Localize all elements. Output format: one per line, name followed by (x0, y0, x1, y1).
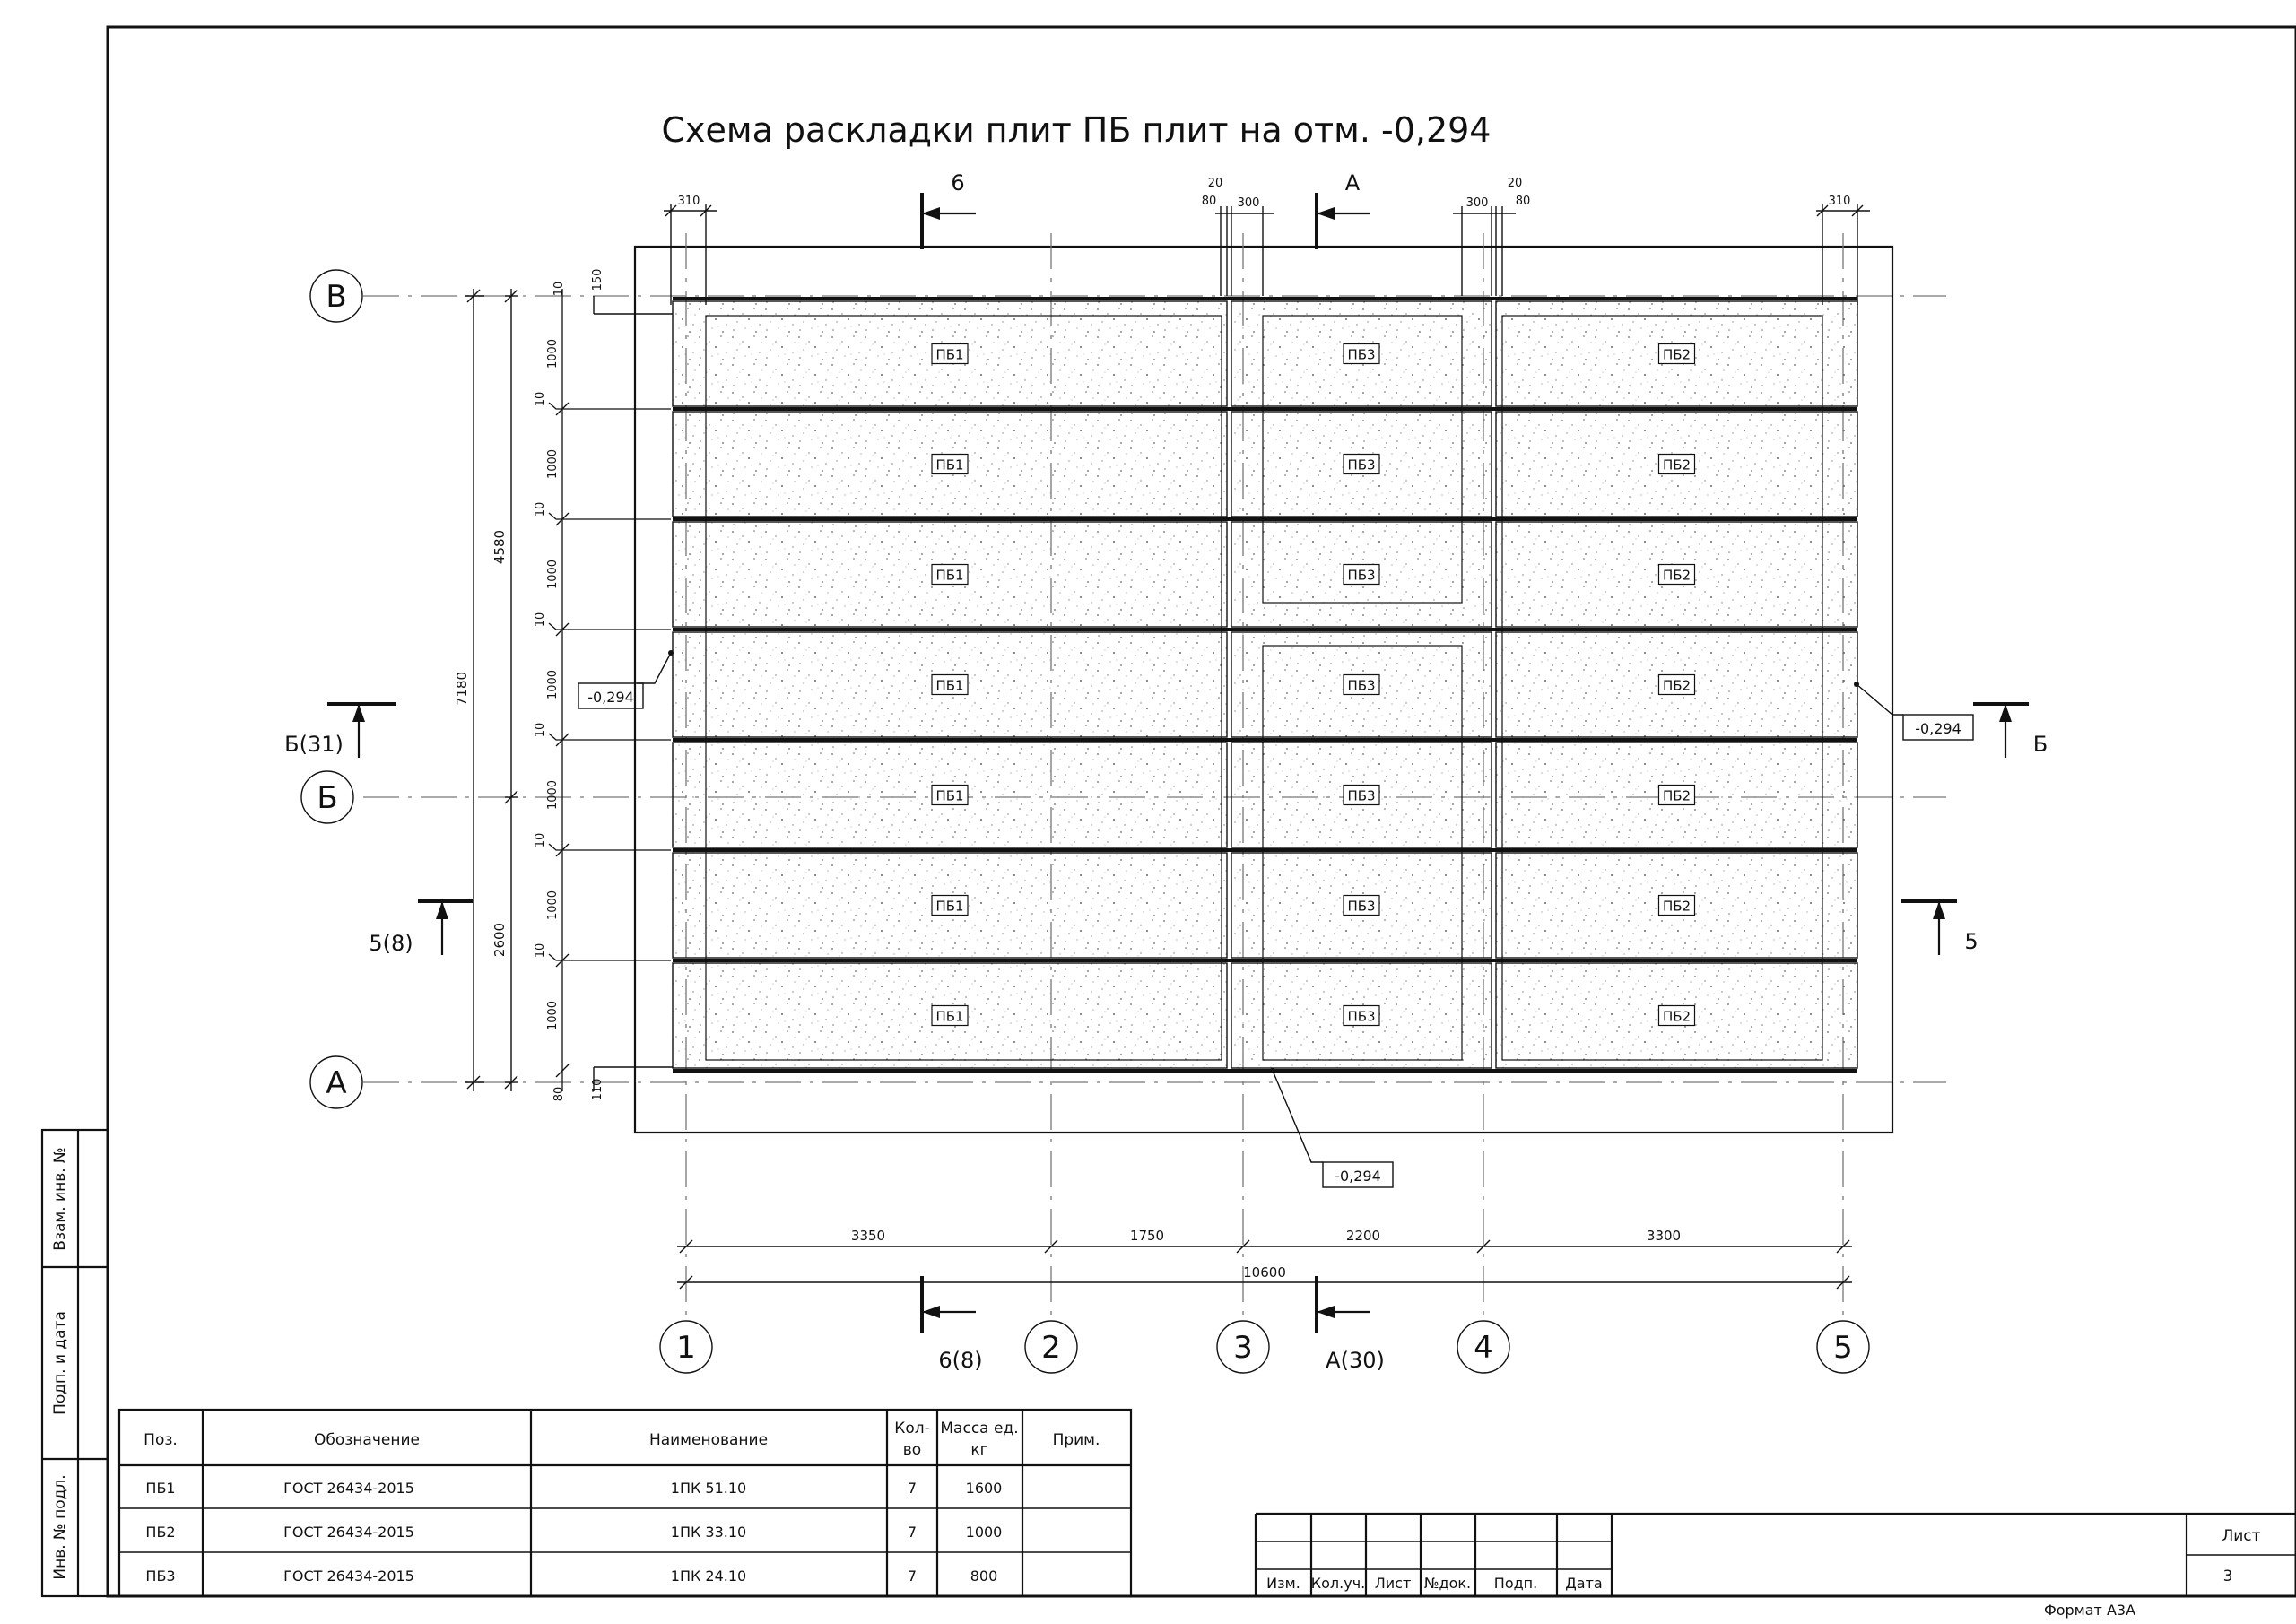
spec-cell: 800 (970, 1568, 998, 1585)
spec-cell: 1000 (965, 1524, 1003, 1541)
slab-label (932, 455, 968, 474)
slab-label (1344, 786, 1379, 805)
tb-sheet-label: Лист (2222, 1527, 2261, 1545)
svg-text:ПБ3: ПБ3 (1347, 1008, 1376, 1025)
spec-cell: ПБ3 (145, 1568, 176, 1585)
spec-cell: 7 (907, 1524, 918, 1541)
svg-text:80: 80 (1201, 195, 1217, 208)
spec-header-qty: Кол- (894, 1420, 930, 1437)
svg-text:10: 10 (534, 391, 547, 407)
slab-label (1659, 896, 1695, 916)
spec-cell: ГОСТ 26434-2015 (283, 1480, 414, 1497)
svg-text:1000: 1000 (546, 1000, 560, 1031)
slab-label (1344, 675, 1379, 695)
svg-text:-0,294: -0,294 (587, 689, 634, 706)
svg-text:Б: Б (317, 780, 338, 816)
section-5-left (369, 901, 473, 956)
svg-text:5(8): 5(8) (369, 931, 413, 956)
svg-text:2600: 2600 (491, 922, 508, 958)
spec-rows (145, 1480, 1002, 1585)
dim-span-3-4: 2200 (1345, 1228, 1381, 1244)
svg-text:ПБ1: ПБ1 (935, 567, 964, 584)
axis-bubble-v (310, 270, 362, 322)
spec-header-name: Наименование (648, 1431, 769, 1449)
svg-text:6: 6 (951, 170, 965, 195)
axis-bubble-1 (660, 1321, 712, 1373)
stamp-vzam-inv: Взам. инв. № (51, 1147, 69, 1251)
axis-bubble-5 (1817, 1321, 1869, 1373)
slab-label (932, 896, 968, 916)
slab-label (1659, 786, 1695, 805)
svg-text:ПБ3: ПБ3 (1347, 346, 1376, 363)
tb-data: Дата (1565, 1575, 1603, 1592)
spec-cell: 7 (907, 1568, 918, 1585)
svg-text:ПБ3: ПБ3 (1347, 787, 1376, 804)
svg-text:ПБ2: ПБ2 (1662, 346, 1692, 363)
tb-ndok: №док. (1423, 1575, 1472, 1592)
spec-header-note: Прим. (1052, 1431, 1100, 1449)
section-b-left (284, 704, 396, 758)
svg-text:ПБ1: ПБ1 (935, 898, 964, 915)
elevation-mark-right (1854, 682, 1973, 740)
bottom-dimensions (677, 1228, 1852, 1289)
svg-text:310: 310 (1828, 195, 1851, 208)
slab-label (932, 344, 968, 364)
spec-cell: 1ПК 33.10 (670, 1524, 747, 1541)
svg-text:ПБ2: ПБ2 (1662, 787, 1692, 804)
svg-text:ПБ3: ПБ3 (1347, 677, 1376, 694)
tb-list: Лист (1374, 1575, 1412, 1592)
svg-text:80: 80 (1515, 195, 1531, 208)
stamp-podp-data: Подп. и дата (51, 1311, 69, 1415)
spec-header-qty-2: во (902, 1441, 922, 1459)
svg-text:ПБ2: ПБ2 (1662, 456, 1692, 473)
svg-text:7180: 7180 (454, 671, 470, 707)
axis-bubble-b (301, 771, 353, 823)
slab-label (932, 675, 968, 695)
svg-text:150: 150 (591, 268, 604, 291)
svg-text:5: 5 (1964, 929, 1979, 954)
svg-text:110: 110 (591, 1078, 604, 1101)
side-stamp (42, 1130, 108, 1596)
tb-podp: Подп. (1493, 1575, 1538, 1592)
svg-text:А(30): А(30) (1326, 1348, 1385, 1373)
spec-header-mass: Масса ед. (940, 1420, 1019, 1437)
svg-text:ПБ2: ПБ2 (1662, 898, 1692, 915)
axis-bubble-3 (1217, 1321, 1269, 1373)
format-label: Формат А3А (2043, 1602, 2136, 1619)
spec-cell: 7 (907, 1480, 918, 1497)
svg-text:ПБ3: ПБ3 (1347, 456, 1376, 473)
svg-text:-0,294: -0,294 (1335, 1168, 1381, 1185)
slab-label (1659, 675, 1695, 695)
svg-text:80: 80 (552, 1086, 566, 1102)
section-5-right (1901, 901, 1979, 955)
elevation-mark-left (578, 650, 674, 708)
spec-cell: ГОСТ 26434-2015 (283, 1568, 414, 1585)
slab-label (1659, 1006, 1695, 1026)
svg-text:ПБ2: ПБ2 (1662, 567, 1692, 584)
svg-text:1000: 1000 (546, 669, 560, 700)
dim-span-4-5: 3300 (1646, 1228, 1682, 1244)
svg-text:ПБ1: ПБ1 (935, 1008, 964, 1025)
slab-label (1344, 896, 1379, 916)
svg-text:ПБ1: ПБ1 (935, 677, 964, 694)
svg-text:300: 300 (1465, 196, 1489, 210)
slab-label (1344, 1006, 1379, 1026)
left-dimensions (454, 289, 518, 1091)
svg-text:1000: 1000 (546, 559, 560, 590)
section-a-top (1317, 170, 1370, 249)
slab-label (1659, 344, 1695, 364)
svg-text:10: 10 (534, 612, 547, 628)
svg-text:ПБ1: ПБ1 (935, 456, 964, 473)
spec-header-mass-2: кг (970, 1441, 988, 1459)
elevation-mark-bottom (1270, 1068, 1393, 1187)
svg-text:10: 10 (534, 722, 547, 738)
specification-table (119, 1410, 1131, 1596)
edge-dimensions (552, 269, 673, 1102)
axis-bubble-4 (1457, 1321, 1509, 1373)
slab-label (1344, 565, 1379, 585)
spec-cell: ПБ2 (145, 1524, 176, 1541)
svg-text:ПБ2: ПБ2 (1662, 677, 1692, 694)
svg-text:1: 1 (676, 1330, 696, 1366)
spec-cell: ГОСТ 26434-2015 (283, 1524, 414, 1541)
svg-text:4580: 4580 (491, 529, 508, 565)
drawing-title: Схема раскладки плит ПБ плит на отм. -0,294 (661, 110, 1492, 150)
svg-text:300: 300 (1237, 196, 1260, 210)
svg-text:2: 2 (1041, 1330, 1061, 1366)
svg-text:20: 20 (1507, 177, 1523, 190)
tb-izm: Изм. (1266, 1575, 1300, 1592)
slab-label (932, 1006, 968, 1026)
svg-text:4: 4 (1474, 1330, 1493, 1366)
section-b-right (1973, 704, 2048, 758)
spec-cell: 1ПК 51.10 (670, 1480, 747, 1497)
axis-bubble-2 (1025, 1321, 1077, 1373)
svg-text:ПБ3: ПБ3 (1347, 567, 1376, 584)
svg-text:А: А (326, 1065, 347, 1101)
section-6-top (922, 170, 976, 249)
svg-text:1000: 1000 (546, 448, 560, 480)
slab-label (1659, 455, 1695, 474)
tb-sheet-number: 3 (2222, 1568, 2233, 1585)
svg-text:А: А (1344, 170, 1361, 195)
svg-text:-0,294: -0,294 (1915, 720, 1961, 737)
slab-label (1344, 455, 1379, 474)
svg-text:ПБ1: ПБ1 (935, 346, 964, 363)
axis-bubble-a (310, 1056, 362, 1108)
slab-label (932, 565, 968, 585)
dim-total: 10600 (1243, 1264, 1286, 1281)
svg-text:5: 5 (1833, 1330, 1853, 1366)
slab-label (1344, 344, 1379, 364)
tb-kol-uch: Кол.уч. (1310, 1575, 1366, 1592)
dim-span-1-2: 3350 (850, 1228, 886, 1244)
svg-text:3: 3 (1233, 1330, 1253, 1366)
svg-text:10: 10 (534, 942, 547, 959)
svg-text:310: 310 (677, 195, 700, 208)
svg-text:10: 10 (552, 281, 566, 297)
title-block (1256, 1514, 2296, 1596)
slab-label (1659, 565, 1695, 585)
stamp-inv-podl: Инв. № подл. (51, 1474, 69, 1580)
svg-text:ПБ1: ПБ1 (935, 787, 964, 804)
spec-header-pos: Поз. (144, 1431, 178, 1449)
top-dimensions (664, 177, 1870, 305)
section-a-bottom (1317, 1276, 1385, 1373)
section-6-bottom (922, 1276, 983, 1373)
svg-text:10: 10 (534, 501, 547, 517)
spec-cell: 1600 (965, 1480, 1003, 1497)
svg-text:В: В (326, 279, 347, 315)
svg-text:1000: 1000 (546, 338, 560, 369)
svg-text:1000: 1000 (546, 890, 560, 921)
svg-text:Б(31): Б(31) (284, 732, 344, 757)
svg-text:ПБ2: ПБ2 (1662, 1008, 1692, 1025)
dim-span-2-3: 1750 (1129, 1228, 1165, 1244)
slab-label (932, 786, 968, 805)
svg-text:20: 20 (1207, 177, 1223, 190)
spec-cell: ПБ1 (145, 1480, 176, 1497)
svg-text:Б: Б (2032, 732, 2048, 757)
spec-cell: 1ПК 24.10 (670, 1568, 747, 1585)
spec-header-designation: Обозначение (314, 1431, 420, 1449)
svg-text:10: 10 (534, 832, 547, 848)
svg-text:ПБ3: ПБ3 (1347, 898, 1376, 915)
svg-text:6(8): 6(8) (938, 1348, 983, 1373)
svg-text:1000: 1000 (546, 779, 560, 811)
